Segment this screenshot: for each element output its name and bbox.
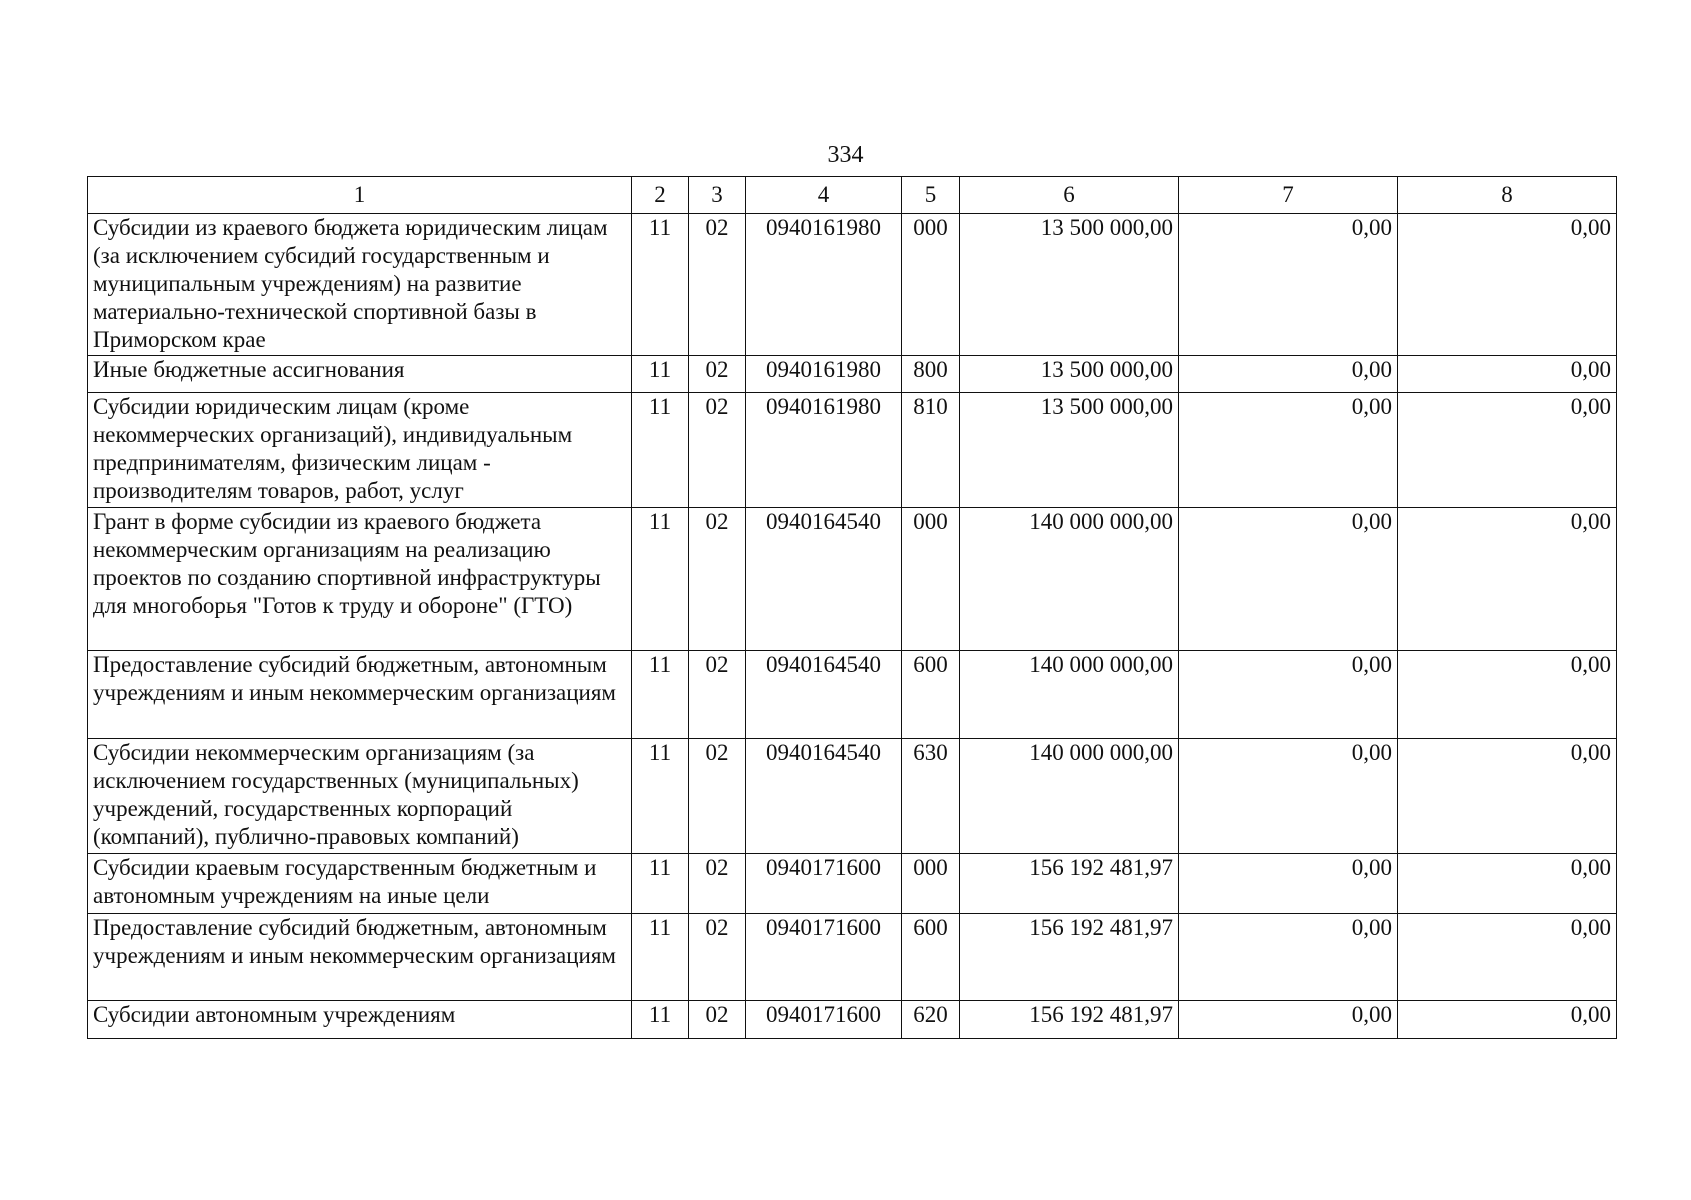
table-row — [88, 393, 1617, 508]
amount-col-6: 13 500 000,00 — [960, 356, 1179, 393]
column-header-8: 8 — [1398, 177, 1617, 214]
amount-col-6: 140 000 000,00 — [960, 739, 1179, 854]
table-row — [88, 739, 1617, 854]
section-code: 11 — [632, 393, 689, 508]
row-name: Иные бюджетные ассигнования — [88, 356, 632, 393]
section-code: 11 — [632, 356, 689, 393]
budget-table — [87, 176, 1617, 1039]
row-name: Субсидии краевым государственным бюджетным и автономным учреждениям на иные цели — [88, 854, 632, 914]
table-row — [88, 854, 1617, 914]
expense-type-code: 000 — [902, 214, 960, 356]
amount-col-8: 0,00 — [1398, 651, 1617, 739]
amount-col-6: 13 500 000,00 — [960, 393, 1179, 508]
amount-col-7: 0,00 — [1179, 214, 1398, 356]
table-row — [88, 1001, 1617, 1039]
amount-col-8: 0,00 — [1398, 1001, 1617, 1039]
amount-col-8: 0,00 — [1398, 914, 1617, 1001]
amount-col-7: 0,00 — [1179, 854, 1398, 914]
amount-col-7: 0,00 — [1179, 1001, 1398, 1039]
target-article-code: 0940161980 — [746, 356, 902, 393]
row-name: Субсидии юридическим лицам (кроме некоммерческих организаций), индивидуальным предпринимателям, физическим лицам - производителям товаров, работ, услуг — [88, 393, 632, 508]
amount-col-7: 0,00 — [1179, 356, 1398, 393]
row-name: Грант в форме субсидии из краевого бюджета некоммерческим организациям на реализацию проектов по созданию спортивной инфраструктуры для многоборья "Готов к труду и обороне" (ГТО) — [88, 508, 632, 651]
target-article-code: 0940171600 — [746, 854, 902, 914]
table-body — [88, 214, 1617, 1039]
section-code: 11 — [632, 1001, 689, 1039]
amount-col-8: 0,00 — [1398, 214, 1617, 356]
section-code: 11 — [632, 854, 689, 914]
column-header-3: 3 — [689, 177, 746, 214]
amount-col-6: 156 192 481,97 — [960, 1001, 1179, 1039]
table-row — [88, 508, 1617, 651]
amount-col-6: 156 192 481,97 — [960, 854, 1179, 914]
table-header — [88, 177, 1617, 214]
subsection-code: 02 — [689, 214, 746, 356]
target-article-code: 0940171600 — [746, 914, 902, 1001]
amount-col-6: 140 000 000,00 — [960, 508, 1179, 651]
subsection-code: 02 — [689, 914, 746, 1001]
expense-type-code: 600 — [902, 914, 960, 1001]
table-row — [88, 356, 1617, 393]
subsection-code: 02 — [689, 356, 746, 393]
amount-col-7: 0,00 — [1179, 393, 1398, 508]
page-number: 334 — [827, 142, 864, 168]
subsection-code: 02 — [689, 508, 746, 651]
amount-col-7: 0,00 — [1179, 739, 1398, 854]
expense-type-code: 800 — [902, 356, 960, 393]
amount-col-7: 0,00 — [1179, 914, 1398, 1001]
section-code: 11 — [632, 739, 689, 854]
target-article-code: 0940164540 — [746, 651, 902, 739]
expense-type-code: 000 — [902, 508, 960, 651]
expense-type-code: 630 — [902, 739, 960, 854]
row-name: Субсидии автономным учреждениям — [88, 1001, 632, 1039]
amount-col-8: 0,00 — [1398, 739, 1617, 854]
subsection-code: 02 — [689, 739, 746, 854]
section-code: 11 — [632, 651, 689, 739]
subsection-code: 02 — [689, 1001, 746, 1039]
expense-type-code: 600 — [902, 651, 960, 739]
expense-type-code: 810 — [902, 393, 960, 508]
table-row — [88, 214, 1617, 356]
table-row — [88, 651, 1617, 739]
column-header-4: 4 — [746, 177, 902, 214]
column-header-7: 7 — [1179, 177, 1398, 214]
row-name: Субсидии некоммерческим организациям (за исключением государственных (муниципальных) учреждений, государственных корпораций (компаний), публично-правовых компаний) — [88, 739, 632, 854]
target-article-code: 0940161980 — [746, 214, 902, 356]
expense-type-code: 620 — [902, 1001, 960, 1039]
section-code: 11 — [632, 214, 689, 356]
subsection-code: 02 — [689, 651, 746, 739]
row-name: Субсидии из краевого бюджета юридическим лицам (за исключением субсидий государственным и муниципальным учреждениям) на развитие материально-технической спортивной базы в Приморском крае — [88, 214, 632, 356]
column-header-5: 5 — [902, 177, 960, 214]
amount-col-6: 140 000 000,00 — [960, 651, 1179, 739]
target-article-code: 0940161980 — [746, 393, 902, 508]
table-row — [88, 914, 1617, 1001]
row-name: Предоставление субсидий бюджетным, автономным учреждениям и иным некоммерческим организациям — [88, 651, 632, 739]
amount-col-6: 156 192 481,97 — [960, 914, 1179, 1001]
header-row — [88, 177, 1617, 214]
amount-col-7: 0,00 — [1179, 508, 1398, 651]
row-name: Предоставление субсидий бюджетным, автономным учреждениям и иным некоммерческим организациям — [88, 914, 632, 1001]
amount-col-6: 13 500 000,00 — [960, 214, 1179, 356]
target-article-code: 0940164540 — [746, 508, 902, 651]
expense-type-code: 000 — [902, 854, 960, 914]
section-code: 11 — [632, 914, 689, 1001]
amount-col-8: 0,00 — [1398, 356, 1617, 393]
amount-col-8: 0,00 — [1398, 854, 1617, 914]
subsection-code: 02 — [689, 393, 746, 508]
amount-col-8: 0,00 — [1398, 508, 1617, 651]
target-article-code: 0940171600 — [746, 1001, 902, 1039]
column-header-2: 2 — [632, 177, 689, 214]
section-code: 11 — [632, 508, 689, 651]
column-header-6: 6 — [960, 177, 1179, 214]
target-article-code: 0940164540 — [746, 739, 902, 854]
amount-col-7: 0,00 — [1179, 651, 1398, 739]
amount-col-8: 0,00 — [1398, 393, 1617, 508]
column-header-1: 1 — [88, 177, 632, 214]
subsection-code: 02 — [689, 854, 746, 914]
